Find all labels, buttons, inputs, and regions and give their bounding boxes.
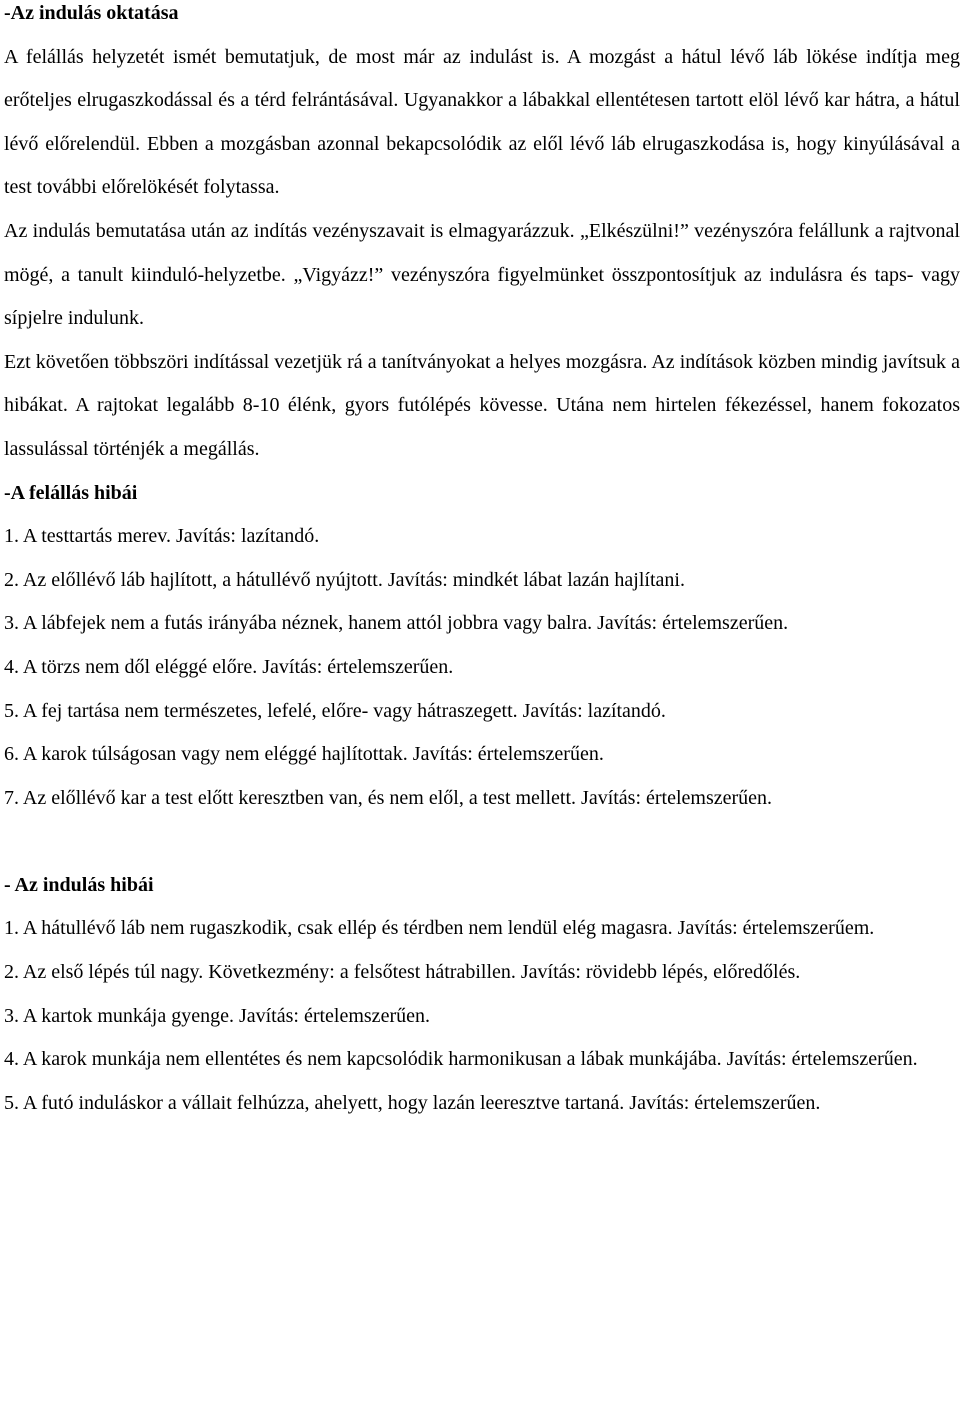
paragraph: Ezt követően többszöri indítással vezetjük rá a tanítványokat a helyes mozgásra. Az indítások közben mindig javítsuk a hibákat. A rajtokat legalább 8-10 élénk, gyors futólépés kövesse. Utána nem hirtelen fékezéssel, hanem fokozatos lassulással történjék a megállás.	[4, 350, 960, 460]
list-item: 2. Az első lépés túl nagy. Következmény: a felsőtest hátrabillen. Javítás: rövidebb lépés, előredőlés.	[4, 961, 801, 984]
list-item: 1. A testtartás merev. Javítás: lazítandó.	[4, 525, 320, 548]
list-item: 1. A hátullévő láb nem rugaszkodik, csak ellép és térdben nem lendül elég magasra. Javítás: értelemszerűem.	[4, 917, 875, 940]
paragraph: A felállás helyzetét ismét bemutatjuk, de most már az indulást is. A mozgást a hátul lévő láb lökése indítja meg erőteljes elrugaszkodással és a térd felrántásával. Ugyanakkor a lábakkal ellentétesen tartott elöl lévő kar hátra, a hátul lévő előrelendül. Ebben a mozgásban azonnal bekapcsolódik az elől lévő láb elrugaszkodása is, hogy kinyúlásával a test további előrelökését folytassa.	[4, 45, 960, 199]
document-page	[4, 0, 960, 1125]
list-item: 3. A lábfejek nem a futás irányába néznek, hanem attól jobbra vagy balra. Javítás: értelemszerűen.	[4, 612, 789, 635]
list-item: 4. A törzs nem dől eléggé előre. Javítás: értelemszerűen.	[4, 655, 454, 678]
paragraph: Az indulás bemutatása után az indítás vezényszavait is elmagyarázzuk. „Elkészülni!” vezényszóra felállunk a rajtvonal mögé, a tanult kiinduló-helyzetbe. „Vigyázz!” vezényszóra figyelmünket összpontosítjuk az indulásra és taps- vagy sípjelre indulunk.	[4, 219, 960, 330]
section-heading-felallas-hibai: -A felállás hibái	[4, 481, 138, 504]
list-item: 2. Az előllévő láb hajlított, a hátullévő nyújtott. Javítás: mindkét lábat lazán hajlítani.	[4, 568, 685, 591]
list-item: 4. A karok munkája nem ellentétes és nem kapcsolódik harmonikusan a lábak munkájába. Javítás: értelemszerűen.	[4, 1048, 918, 1071]
blank-line	[4, 820, 960, 864]
list-item: 6. A karok túlságosan vagy nem eléggé hajlítottak. Javítás: értelemszerűen.	[4, 743, 604, 766]
section-heading-indulas-oktatasa: -Az indulás oktatása	[4, 2, 179, 24]
list-item: 7. Az előllévő kar a test előtt keresztben van, és nem elől, a test mellett. Javítás: értelemszerűen.	[4, 786, 773, 809]
list-item: 5. A futó induláskor a vállait felhúzza, ahelyett, hogy lazán leeresztve tartaná. Javítás: értelemszerűen.	[4, 1091, 821, 1114]
list-item: 5. A fej tartása nem természetes, lefelé, előre- vagy hátraszegett. Javítás: lazítandó.	[4, 699, 666, 722]
section-heading-indulas-hibai: - Az indulás hibái	[4, 873, 154, 896]
list-item: 3. A kartok munkája gyenge. Javítás: értelemszerűen.	[4, 1004, 430, 1027]
